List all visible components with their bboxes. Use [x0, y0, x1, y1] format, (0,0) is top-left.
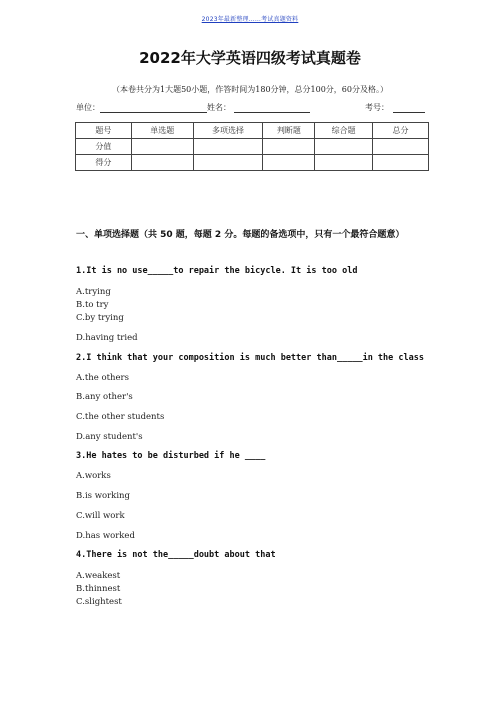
- answer-option[interactable]: C.the other students: [76, 412, 165, 422]
- score-table-row: [76, 155, 429, 171]
- answer-option[interactable]: A.the others: [76, 373, 129, 383]
- exam-title: 2022年大学英语四级考试真题卷: [139, 49, 361, 67]
- header-link[interactable]: 2023年最新整理……考试真题资料: [201, 16, 299, 23]
- score-cell: [373, 139, 429, 155]
- answer-option[interactable]: A.works: [76, 471, 111, 481]
- header-cell: 判断题: [263, 123, 315, 139]
- question-stem: 4.There is not the_____doubt about that: [76, 550, 276, 560]
- header-cell: 题号: [76, 123, 132, 139]
- exam-number-label: 考号：: [365, 103, 389, 112]
- exam-instructions: （本卷共分为1大题50小题，作答时间为180分钟，总分100分，60分及格。）: [112, 85, 388, 94]
- answer-option[interactable]: B.is working: [76, 491, 130, 501]
- row-label: 得分: [76, 155, 132, 171]
- row-label: 分值: [76, 139, 132, 155]
- answer-option[interactable]: B.to try: [76, 300, 109, 310]
- score-cell: [193, 139, 263, 155]
- score-cell: [131, 155, 193, 171]
- answer-option[interactable]: C.by trying: [76, 313, 124, 323]
- name-label: 姓名：: [207, 103, 231, 112]
- score-table-header-row: [76, 123, 429, 139]
- answer-option[interactable]: A.weakest: [76, 571, 121, 581]
- candidate-info-row: [76, 102, 426, 116]
- header-cell: 单选题: [131, 123, 193, 139]
- header-cell: 总分: [373, 123, 429, 139]
- score-cell: [315, 155, 373, 171]
- header-cell: 综合题: [315, 123, 373, 139]
- score-cell: [131, 139, 193, 155]
- header-cell: 多项选择: [193, 123, 263, 139]
- score-cell: [263, 139, 315, 155]
- answer-option[interactable]: C.will work: [76, 511, 125, 521]
- unit-label: 单位：: [76, 103, 100, 112]
- answer-option[interactable]: B.thinnest: [76, 584, 121, 594]
- score-cell: [315, 139, 373, 155]
- answer-option[interactable]: A.trying: [76, 287, 111, 297]
- answer-option[interactable]: B.any other's: [76, 392, 133, 402]
- score-table: [75, 122, 429, 171]
- answer-option[interactable]: C.slightest: [76, 597, 122, 607]
- answer-option[interactable]: D.any student's: [76, 432, 143, 442]
- question-stem: 2.I think that your composition is much better than_____in the class: [76, 353, 424, 363]
- exam-number-blank[interactable]: [393, 112, 425, 113]
- name-blank[interactable]: [234, 112, 310, 113]
- answer-option[interactable]: D.having tried: [76, 333, 138, 343]
- score-cell: [263, 155, 315, 171]
- answer-option[interactable]: D.has worked: [76, 531, 135, 541]
- question-stem: 3.He hates to be disturbed if he ____: [76, 451, 266, 461]
- unit-blank[interactable]: [100, 112, 207, 113]
- score-cell: [193, 155, 263, 171]
- section-title: 一、单项选择题（共 50 题，每题 2 分。每题的备选项中，只有一个最符合题意）: [76, 230, 405, 240]
- score-cell: [373, 155, 429, 171]
- score-table-row: [76, 139, 429, 155]
- question-stem: 1.It is no use_____to repair the bicycle. It is too old: [76, 266, 358, 276]
